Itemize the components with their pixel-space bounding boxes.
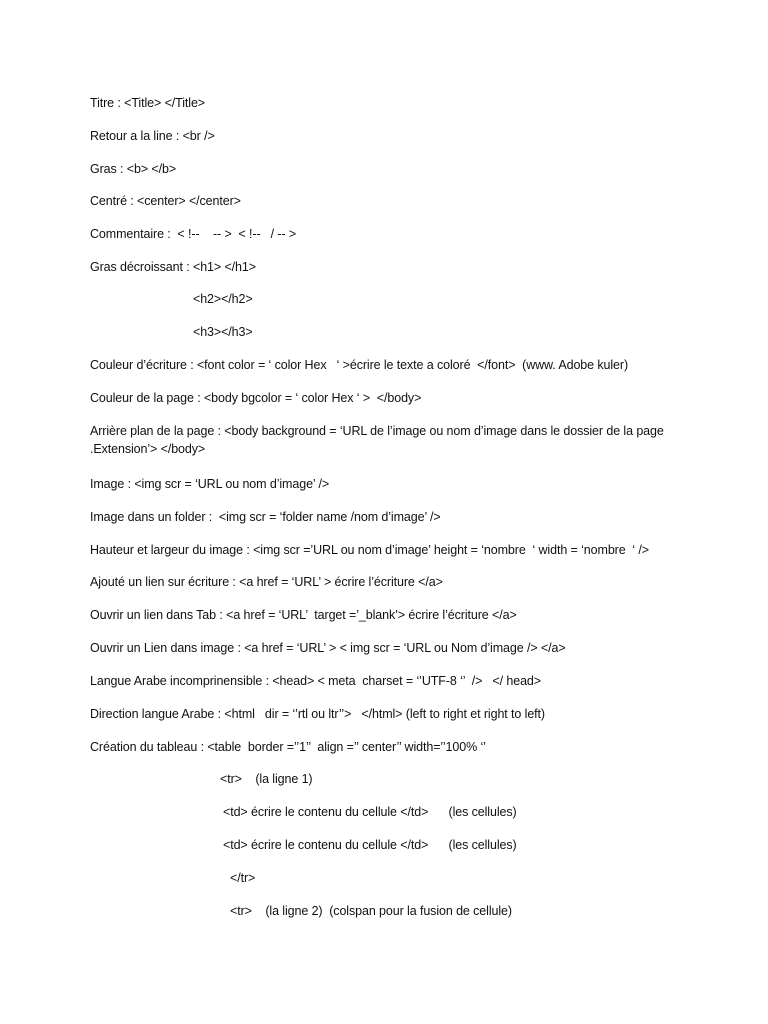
text-line: Image dans un folder : <img scr = ‘folder name /nom d’image’ /> — [90, 510, 441, 524]
text-line: Direction langue Arabe : <html dir = ‘’rtl ou ltr’’> </html> (left to right et right to left) — [90, 707, 545, 721]
text-line: Couleur de la page : <body bgcolor = ‘ color Hex ‘ > </body> — [90, 391, 422, 405]
text-line: Arrière plan de la page : <body background = ‘URL de l’image ou nom d’image dans le dossier de la page .Extension’> </body> — [90, 424, 668, 456]
text-line: <tr> (la ligne 1) — [220, 772, 313, 786]
text-line: <h3></h3> — [193, 325, 253, 339]
text-line: </tr> — [230, 871, 256, 885]
text-line: <tr> (la ligne 2) (colspan pour la fusion de cellule) — [230, 904, 512, 918]
text-line: Retour a la line : <br /> — [90, 129, 215, 143]
text-line: Gras : <b> </b> — [90, 162, 177, 176]
text-line: Couleur d’écriture : <font color = ‘ color Hex ‘ >écrire le texte a coloré </font> (www. Adobe kuler) — [90, 358, 629, 372]
text-line: Langue Arabe incomprinensible : <head> < meta charset = ‘’UTF-8 ‘’ /> </ head> — [90, 674, 541, 688]
text-line: Gras décroissant : <h1> </h1> — [90, 260, 256, 274]
text-line: Hauteur et largeur du image : <img scr =’URL ou nom d’image’ height = ‘nombre ‘ width = ‘nombre ‘ /> — [90, 543, 649, 557]
text-line: <td> écrire le contenu du cellule </td> (les cellules) — [223, 838, 517, 852]
text-line: <h2></h2> — [193, 292, 253, 306]
text-line: <td> écrire le contenu du cellule </td> (les cellules) — [223, 805, 517, 819]
text-line: Ouvrir un Lien dans image : <a href = ‘URL’ > < img scr = ‘URL ou Nom d’image /> </a> — [90, 641, 566, 655]
text-line: Ajouté un lien sur écriture : <a href = ‘URL’ > écrire l’écriture </a> — [90, 575, 443, 589]
text-line: Image : <img scr = ‘URL ou nom d’image’ /> — [90, 477, 330, 491]
text-line: Centré : <center> </center> — [90, 194, 241, 208]
text-line: Création du tableau : <table border =’’1’’ align =’’ center’’ width=’’100% ‘’ — [90, 740, 486, 754]
text-line: Ouvrir un lien dans Tab : <a href = ‘URL’ target =’_blank’> écrire l’écriture </a> — [90, 608, 517, 622]
text-line: Commentaire : < !-- -- > < !-- / -- > — [90, 227, 297, 241]
text-line: Titre : <Title> </Title> — [90, 96, 206, 110]
